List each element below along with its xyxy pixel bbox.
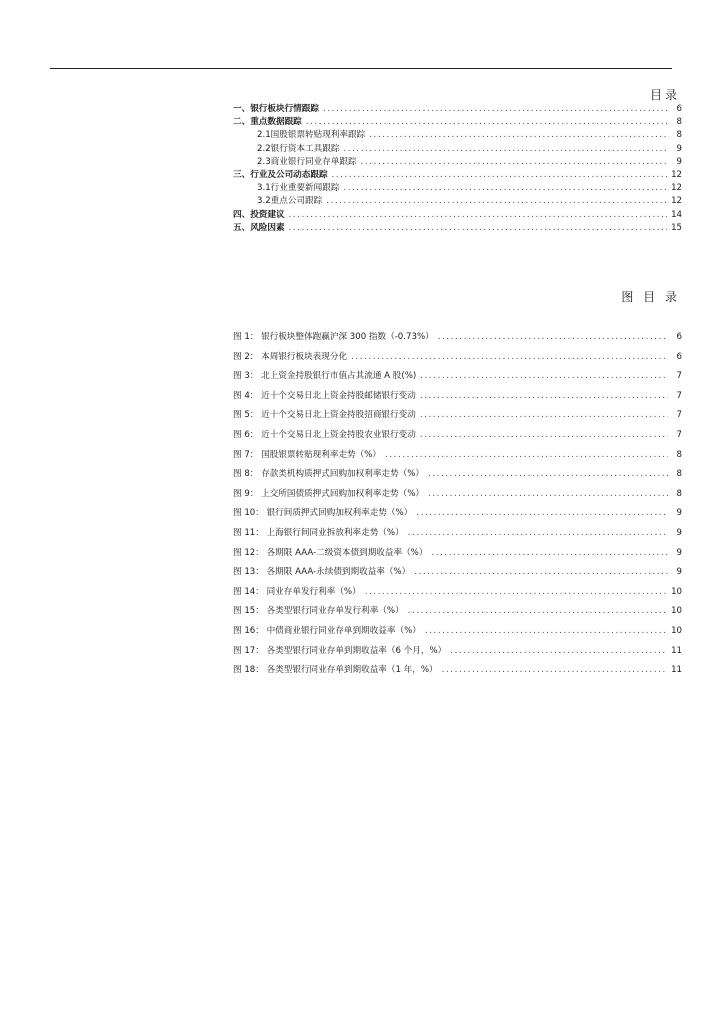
toc-entry-label: 2.3商业银行同业存单跟踪 (257, 156, 357, 167)
dot-leader (420, 367, 668, 387)
toc-heading: 目录 (649, 88, 680, 102)
figure-entry-page: 9 (676, 547, 682, 558)
figure-entry-label: 图 4： 近十个交易日北上资金持股邮储银行变动 (233, 390, 416, 401)
list-of-figures (233, 328, 682, 681)
figure-entry-page: 10 (671, 606, 682, 617)
figure-entry[interactable] (233, 446, 682, 466)
toc-entry-label: 五、风险因素 (233, 222, 285, 233)
figure-entry-page: 8 (676, 488, 682, 499)
figure-entry-page: 11 (671, 665, 682, 676)
figures-heading: 图 目 录 (621, 290, 680, 304)
toc-entry[interactable] (233, 169, 682, 182)
figure-entry-page: 8 (676, 449, 682, 460)
figure-entry-page: 10 (671, 586, 682, 597)
figure-entry[interactable] (233, 563, 682, 583)
toc-entry-label: 四、投资建议 (233, 209, 285, 220)
figure-entry-page: 8 (676, 469, 682, 480)
toc-entry[interactable] (233, 222, 682, 235)
dot-leader (408, 524, 668, 544)
toc-entry[interactable] (233, 156, 682, 169)
toc-entry[interactable] (233, 195, 682, 208)
figure-entry-label: 图 18： 各类型银行同业存单到期收益率（1 年，%） (233, 665, 438, 676)
figure-entry-page: 7 (676, 429, 682, 440)
figure-entry-page: 7 (676, 371, 682, 382)
dot-leader (431, 544, 668, 564)
toc-entry-page: 12 (671, 169, 682, 180)
dot-leader (428, 485, 668, 505)
dot-leader (351, 348, 668, 368)
dot-leader (343, 143, 668, 156)
figure-entry-page: 9 (676, 527, 682, 538)
toc-entry-page: 9 (676, 156, 682, 167)
dot-leader (369, 129, 668, 142)
toc-entry-label: 一、银行板块行情跟踪 (233, 104, 319, 114)
dot-leader (361, 156, 668, 169)
figure-entry-label: 图 5： 近十个交易日北上资金持股招商银行变动 (233, 410, 416, 421)
dot-leader (414, 563, 668, 583)
figure-entry[interactable] (233, 387, 682, 407)
toc-entry-page: 15 (671, 222, 682, 233)
figure-entry-label: 图 17： 各类型银行同业存单到期收益率（6 个月，%） (233, 645, 447, 656)
toc-entry-label: 2.1国股银票转贴现利率跟踪 (257, 130, 366, 141)
toc-entry-page: 8 (676, 130, 682, 141)
toc-entry-page: 12 (671, 196, 682, 207)
dot-leader (408, 602, 667, 622)
toc-entry[interactable] (233, 116, 682, 129)
dot-leader (365, 583, 667, 603)
toc-entry-label: 3.1行业重要新闻跟踪 (257, 183, 340, 194)
dot-leader (416, 504, 668, 524)
dot-leader (343, 182, 667, 195)
figure-entry[interactable] (233, 348, 682, 368)
figure-entry[interactable] (233, 583, 682, 603)
figure-entry-page: 7 (676, 390, 682, 401)
figure-entry-label: 图 3： 北上资金持股银行市值占其流通 A 股(%) (233, 371, 417, 382)
figure-entry[interactable] (233, 661, 682, 681)
toc-entry-label: 2.2银行资本工具跟踪 (257, 143, 340, 154)
toc-entry-label: 二、重点数据跟踪 (233, 117, 302, 128)
dot-leader (438, 328, 668, 348)
figure-entry[interactable] (233, 602, 682, 622)
toc-entry-page: 6 (676, 104, 682, 114)
dot-leader (326, 195, 667, 208)
figure-entry[interactable] (233, 426, 682, 446)
toc-entry[interactable] (233, 129, 682, 142)
dot-leader (425, 622, 667, 642)
figure-entry-label: 图 13： 各期限 AAA-永续债到期收益率（%） (233, 567, 411, 578)
figure-entry-label: 图 2： 本周银行板块表现分化 (233, 351, 348, 362)
figure-entry-label: 图 9： 上交所国债质押式回购加权利率走势（%） (233, 488, 424, 499)
toc-entry[interactable] (233, 143, 682, 156)
figure-entry[interactable] (233, 524, 682, 544)
toc-entry[interactable] (233, 209, 682, 222)
figure-entry[interactable] (233, 504, 682, 524)
toc-entry-label: 三、行业及公司动态跟踪 (233, 169, 328, 180)
figure-entry[interactable] (233, 485, 682, 505)
figure-entry-label: 图 11： 上海银行间同业拆放利率走势（%） (233, 527, 404, 538)
dot-leader (306, 116, 668, 129)
figure-entry-page: 6 (676, 351, 682, 362)
figure-entry-page: 11 (671, 645, 682, 656)
dot-leader (323, 103, 668, 116)
dot-leader (442, 661, 667, 681)
dot-leader (450, 642, 667, 662)
dot-leader (332, 169, 668, 182)
dot-leader (420, 387, 668, 407)
figure-entry[interactable] (233, 367, 682, 387)
figure-entry-page: 9 (676, 508, 682, 519)
dot-leader (289, 222, 667, 235)
toc-entry-page: 14 (671, 209, 682, 220)
figure-entry[interactable] (233, 406, 682, 426)
figure-entry-label: 图 16： 中债商业银行同业存单到期收益率（%） (233, 625, 421, 636)
figure-entry-label: 图 15： 各类型银行同业存单发行利率（%） (233, 606, 404, 617)
figure-entry[interactable] (233, 622, 682, 642)
figure-entry-page: 7 (676, 410, 682, 421)
figure-entry[interactable] (233, 544, 682, 564)
figure-entry-label: 图 1： 银行板块整体跑赢沪深 300 指数（-0.73%） (233, 332, 434, 342)
figure-entry-page: 10 (671, 625, 682, 636)
figure-entry[interactable] (233, 465, 682, 485)
toc-entry[interactable] (233, 182, 682, 195)
figure-entry[interactable] (233, 642, 682, 662)
dot-leader (428, 465, 668, 485)
toc-entry-page: 9 (676, 143, 682, 154)
figure-entry-page: 9 (676, 567, 682, 578)
dot-leader (420, 426, 668, 446)
toc-entry-label: 3.2重点公司跟踪 (257, 196, 323, 207)
table-of-contents (233, 103, 682, 235)
toc-entry-page: 12 (671, 183, 682, 194)
figure-entry[interactable] (233, 328, 682, 348)
figure-entry-label: 图 14： 同业存单发行利率（%） (233, 586, 361, 597)
dot-leader (420, 406, 668, 426)
header-rule (50, 68, 672, 69)
dot-leader (385, 446, 668, 466)
figure-entry-label: 图 10： 银行间质押式回购加权利率走势（%） (233, 508, 413, 519)
toc-entry[interactable] (233, 103, 682, 116)
toc-entry-page: 8 (676, 117, 682, 128)
figure-entry-label: 图 7： 国股银票转贴现利率走势（%） (233, 449, 382, 460)
figure-entry-label: 图 8： 存款类机构质押式回购加权利率走势（%） (233, 469, 424, 480)
figure-entry-page: 6 (676, 332, 682, 342)
dot-leader (289, 209, 667, 222)
figure-entry-label: 图 6： 近十个交易日北上资金持股农业银行变动 (233, 429, 416, 440)
figure-entry-label: 图 12： 各期限 AAA-二级资本债到期收益率（%） (233, 547, 428, 558)
